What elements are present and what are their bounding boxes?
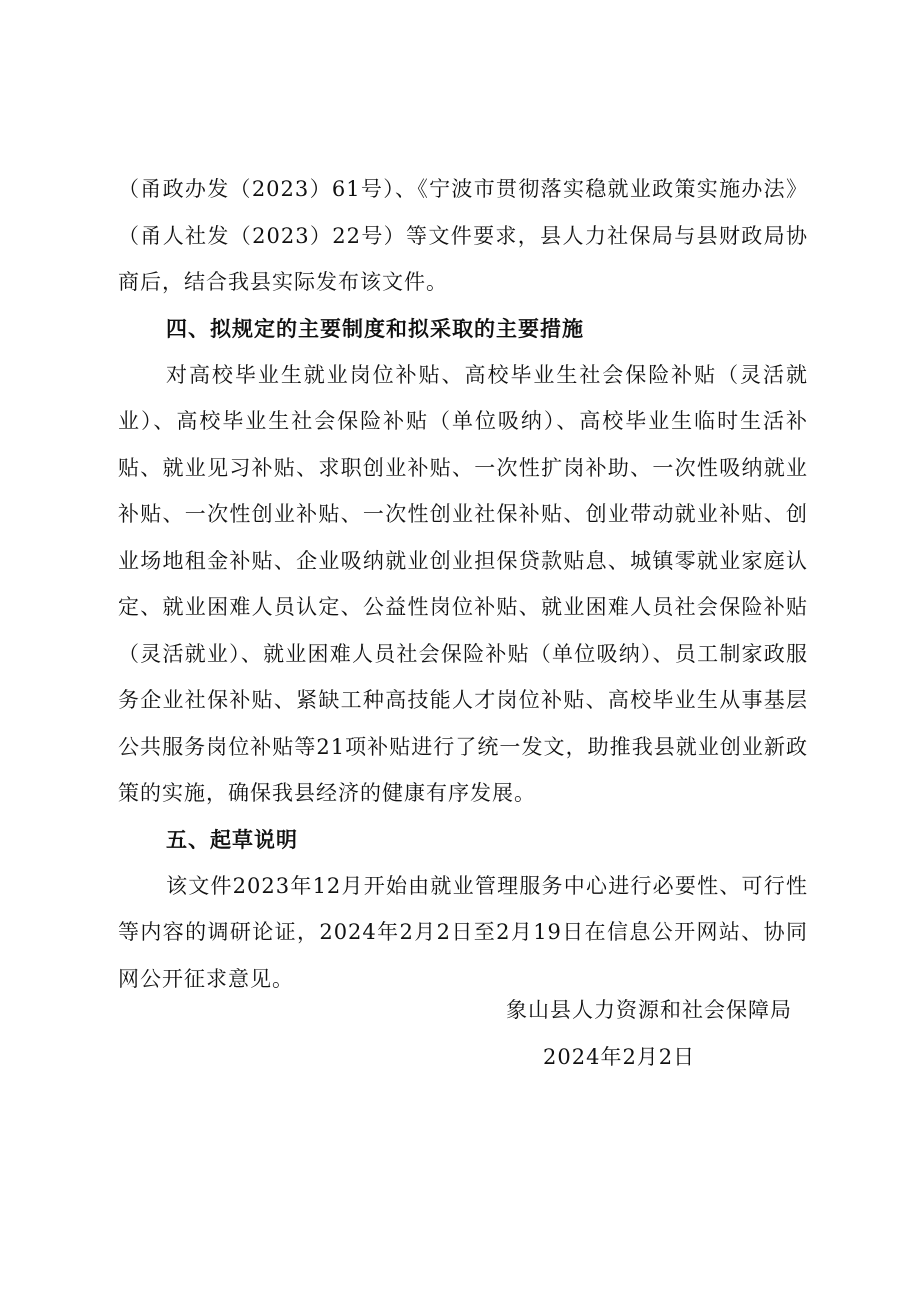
section-5-paragraph: 该文件2023年12月开始由就业管理服务中心进行必要性、可行性等内容的调研论证，2024年2月2日至2月19日在信息公开网站、协同网公开征求意见。: [118, 873, 808, 991]
section-4-heading: 四、拟规定的主要制度和拟采取的主要措施: [166, 316, 584, 341]
intro-paragraph: （甬政办发（2023）61号）、《宁波市贯彻落实稳就业政策实施办法》（甬人社发（2023）22号）等文件要求，县人力社保局与县财政局协商后，结合我县实际发布该文件。: [118, 177, 808, 294]
section-5-heading: 五、起草说明: [166, 827, 298, 852]
signature-date: 2024年2月2日: [543, 1045, 696, 1069]
section-4-paragraph: 对高校毕业生就业岗位补贴、高校毕业生社会保险补贴（灵活就业）、高校毕业生社会保险补贴（单位吸纳）、高校毕业生临时生活补贴、就业见习补贴、求职创业补贴、一次性扩岗补助、一次性吸纳就业补贴、一次性创业补贴、一次性创业社保补贴、创业带动就业补贴、创业场地租金补贴、企业吸纳就业创业担保贷款贴息、城镇零就业家庭认定、就业困难人员认定、公益性岗位补贴、就业困难人员社会保险补贴（灵活就业）、就业困难人员社会保险补贴（单位吸纳）、员工制家政服务企业社保补贴、紧缺工种高技能人才岗位补贴、高校毕业生从事基层公共服务岗位补贴等21项补贴进行了统一发文，助推我县就业创业新政策的实施，确保我县经济的健康有序发展。: [118, 362, 808, 805]
signature-organization: 象山县人力资源和社会保障局: [506, 998, 792, 1022]
document-body: [118, 166, 808, 1002]
